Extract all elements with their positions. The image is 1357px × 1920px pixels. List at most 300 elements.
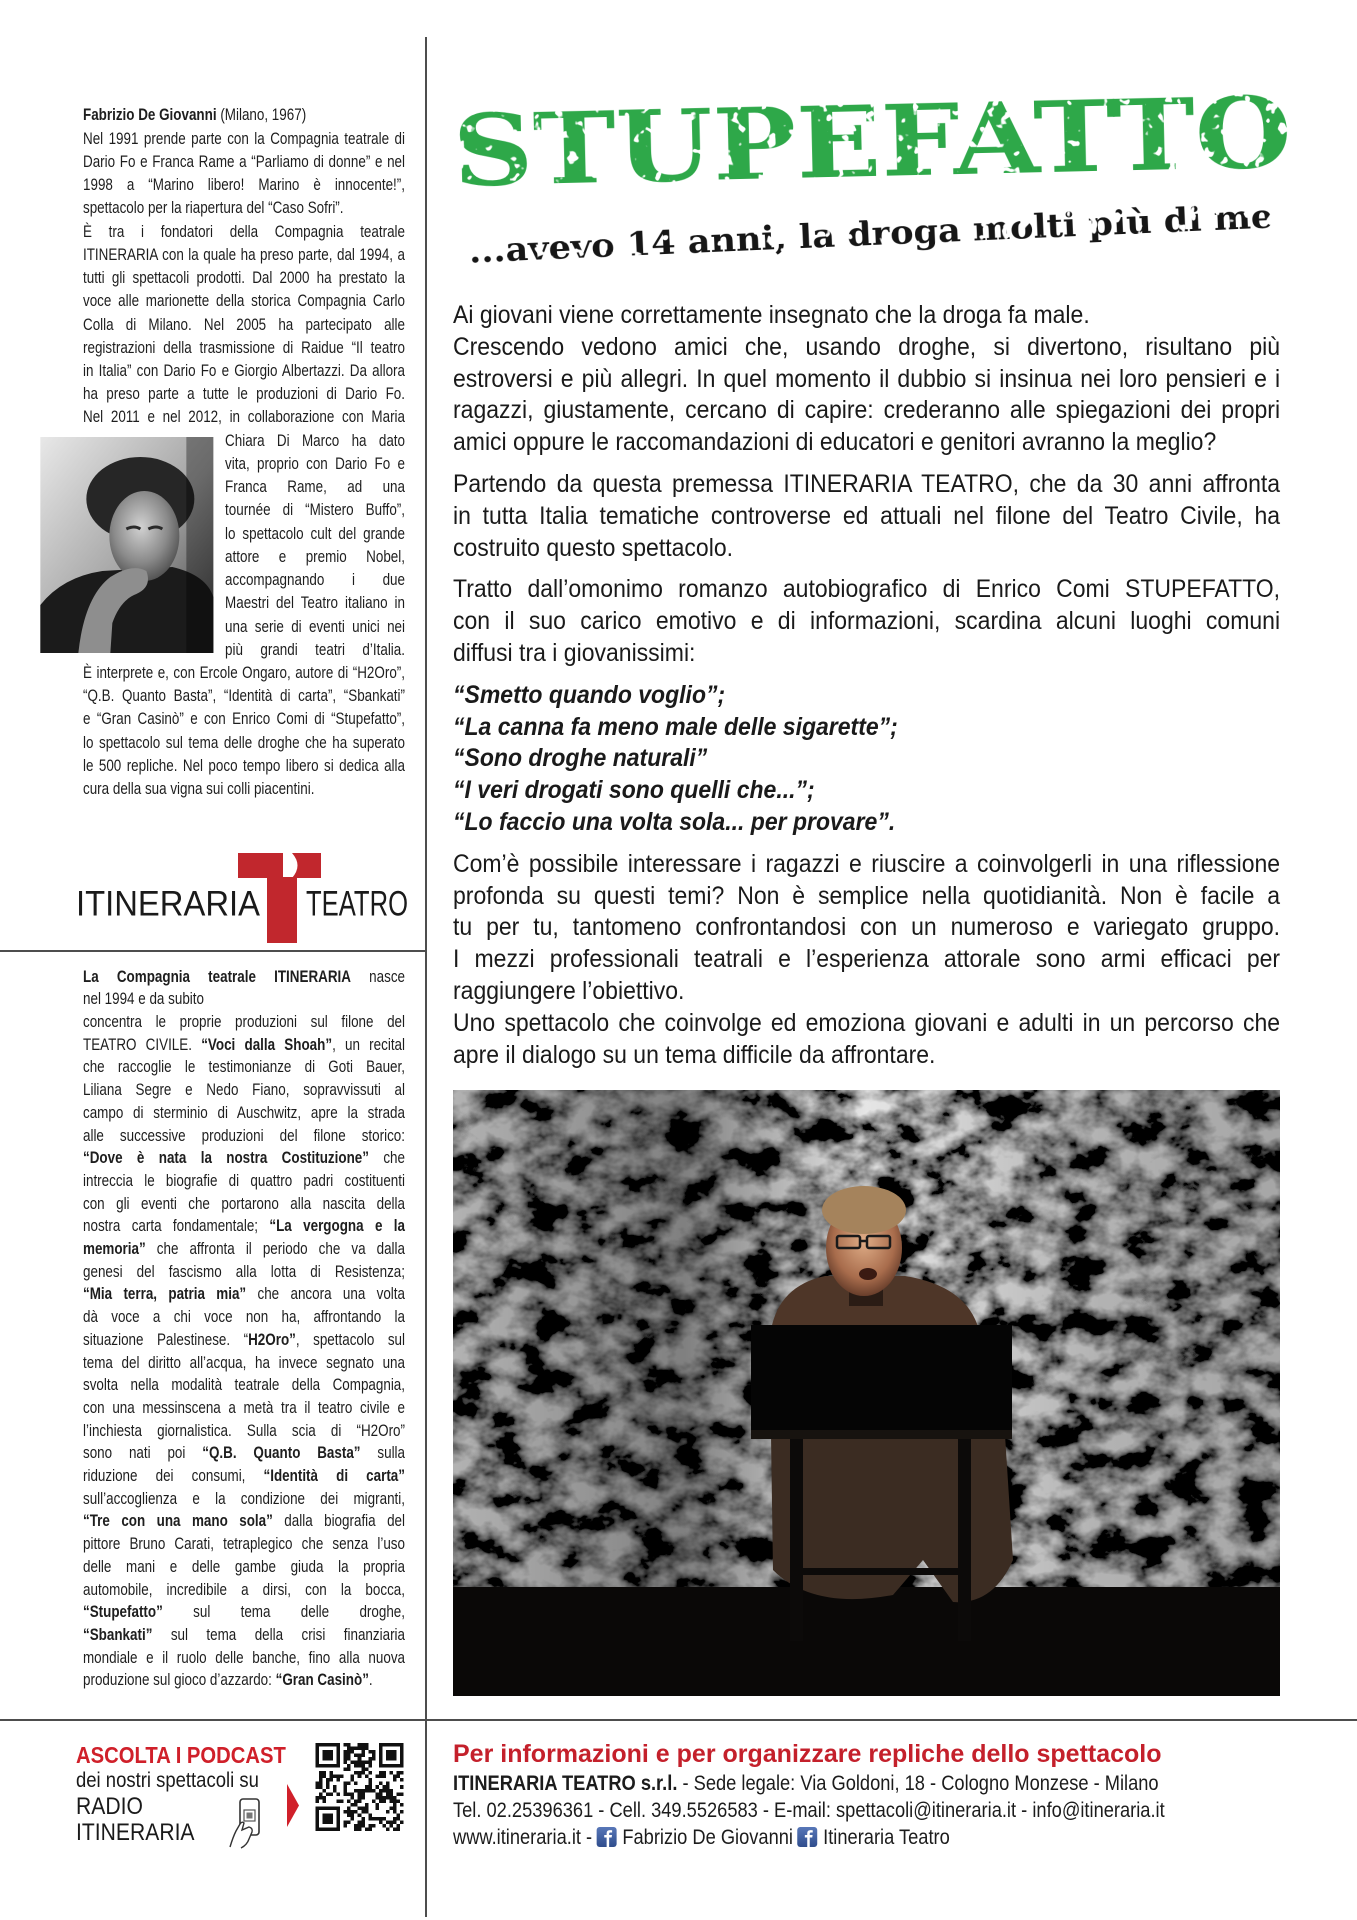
- bold-text: “Dove è nata la nostra Costituzione”: [83, 1148, 369, 1168]
- text-line: [453, 944, 1280, 976]
- qr-module: [319, 1771, 323, 1775]
- qr-module: [337, 1792, 341, 1796]
- qr-module: [358, 1806, 362, 1810]
- qr-module: [354, 1824, 358, 1828]
- text-line: [83, 1329, 405, 1352]
- text-line: [453, 881, 1280, 913]
- qr-module: [375, 1792, 379, 1796]
- text-line: [453, 849, 1280, 881]
- stage-photo: [453, 1090, 1280, 1696]
- text-line: [83, 289, 405, 312]
- qr-module: [372, 1817, 376, 1821]
- logo-mark-apostrophe: [292, 853, 321, 878]
- text: più grandi teatri d’Italia.: [225, 639, 405, 659]
- text-line: [453, 364, 1280, 396]
- text: voce alle marionette della storica Compagnia Carlo: [83, 291, 405, 311]
- qr-module: [396, 1775, 400, 1779]
- text-line: [453, 533, 1280, 565]
- qr-module: [330, 1775, 334, 1779]
- qr-module: [382, 1771, 386, 1775]
- qr-module: [358, 1764, 362, 1768]
- qr-module: [337, 1799, 341, 1803]
- text-line: [453, 775, 1280, 807]
- text-line: [83, 173, 405, 196]
- qr-module: [361, 1792, 365, 1796]
- qr-module: [340, 1799, 344, 1803]
- qr-module: [368, 1813, 372, 1817]
- qr-module: [347, 1806, 351, 1810]
- qr-module: [347, 1820, 351, 1824]
- bold-text: H2Oro”: [248, 1329, 296, 1349]
- qr-module: [400, 1792, 404, 1796]
- qr-module: [361, 1754, 365, 1758]
- text: sul tema della crisi finanziaria: [152, 1624, 405, 1644]
- text: apre il dialogo su un tema difficile da affrontare.: [453, 1040, 936, 1069]
- qr-module: [400, 1785, 404, 1789]
- separator: -: [586, 1824, 593, 1849]
- qr-module: [365, 1785, 369, 1789]
- bold-text: “Identità di carta”: [263, 1466, 405, 1486]
- facebook-icon: [797, 1827, 817, 1847]
- text: “Q.B. Quanto Basta”, “Identità di carta”, “Sbankati”: [83, 686, 405, 706]
- qr-module: [375, 1806, 379, 1810]
- text: TEATRO CIVILE.: [83, 1034, 202, 1054]
- text: Colla di Milano. Nel 2005 ha partecipato alle: [83, 314, 405, 334]
- qr-module: [375, 1796, 379, 1800]
- qr-module: [319, 1796, 323, 1800]
- text-line: [453, 912, 1280, 944]
- text-line: [83, 1125, 405, 1148]
- text: Dario Fo e Franca Rame a “Parliamo di donne” e nel: [83, 151, 405, 171]
- text: tema del diritto all’acqua, ha invece segnato una: [83, 1352, 405, 1372]
- text: vita, proprio con Dario Fo e: [225, 453, 405, 473]
- company-address: - Sede legale: Via Goldoni, 18 - Cologno Monzese - Milano: [682, 1770, 1159, 1795]
- text: “Sono droghe naturali”: [453, 744, 708, 773]
- qr-module: [344, 1785, 348, 1789]
- text-line: [83, 1261, 405, 1284]
- actor-portrait: [40, 437, 213, 653]
- qr-module: [351, 1813, 355, 1817]
- text: svolta nella modalità teatrale della Compagnia,: [83, 1375, 405, 1395]
- qr-module: [400, 1803, 404, 1807]
- qr-module: [361, 1771, 365, 1775]
- qr-module: [396, 1827, 400, 1831]
- qr-module: [379, 1796, 383, 1800]
- text-line: [83, 1420, 405, 1443]
- qr-module: [375, 1775, 379, 1779]
- text: estroversi e più allegri. In quel momento il dubbio si insinua nei loro pensieri e i: [453, 364, 1281, 393]
- qr-module: [358, 1754, 362, 1758]
- text: dà voce a chi voce non ha, affrontando la: [83, 1307, 405, 1327]
- text-line: [83, 988, 405, 1011]
- text: sono nati poi: [83, 1443, 203, 1463]
- qr-module: [372, 1757, 376, 1761]
- qr-module: [358, 1775, 362, 1779]
- text-line: [453, 501, 1280, 533]
- qr-module: [319, 1778, 323, 1782]
- contact-details: [453, 1770, 1218, 1851]
- text-line: [83, 1374, 405, 1397]
- text: nel 1994 e da subito: [83, 989, 204, 1009]
- paragraph: [83, 1011, 405, 1692]
- qr-module: [323, 1799, 327, 1803]
- qr-module: [361, 1820, 365, 1824]
- text-line: [83, 1238, 405, 1261]
- text: “La canna fa meno male delle sigarette”;: [453, 712, 898, 741]
- qr-module: [358, 1761, 362, 1765]
- qr-module: [379, 1820, 383, 1824]
- paragraph: [453, 1008, 1280, 1072]
- text: lo spettacolo cult del grande: [225, 523, 405, 543]
- qr-module: [389, 1792, 393, 1796]
- qr-module: [351, 1761, 355, 1765]
- text-line: [453, 395, 1280, 427]
- text: ha preso parte a tutte le produzioni di Dario Fo.: [83, 384, 405, 404]
- text: nostra carta fondamentale;: [83, 1216, 270, 1236]
- qr-module: [316, 1799, 320, 1803]
- qr-module: [365, 1827, 369, 1831]
- text-line: [83, 1056, 405, 1079]
- text: e “Gran Casinò” e con Enrico Comi di “Stupefatto”,: [83, 709, 405, 729]
- novel-paragraph: [453, 574, 1280, 669]
- text: produzione sul gioco d’azzardo:: [83, 1670, 276, 1690]
- text: alle successive produzioni del filone storico:: [83, 1125, 405, 1145]
- bold-text: “Voci dalla Shoah”: [201, 1034, 333, 1054]
- bold-text: “La vergogna e la: [269, 1216, 405, 1236]
- qr-module: [393, 1806, 397, 1810]
- article-body: [453, 300, 1280, 1071]
- text: sul tema delle droghe,: [162, 1602, 405, 1622]
- text: lo spettacolo sul tema delle droghe che ha superato: [83, 732, 405, 752]
- qr-module: [393, 1820, 397, 1824]
- qr-module: [344, 1792, 348, 1796]
- qr-module: [358, 1796, 362, 1800]
- qr-module: [368, 1771, 372, 1775]
- text-line: [83, 1034, 405, 1057]
- paragraph: [453, 743, 1280, 775]
- qr-module: [347, 1799, 351, 1803]
- qr-module: [323, 1789, 327, 1793]
- paragraph: [453, 807, 1280, 839]
- qr-module: [354, 1789, 358, 1793]
- qr-module: [365, 1747, 369, 1751]
- text: .: [368, 1670, 373, 1690]
- text: l’inchiesta giornalistica. Sulla scia di “H2Oro”: [83, 1420, 405, 1440]
- left-section-divider: [0, 950, 426, 952]
- portrait-face: [109, 491, 179, 581]
- qr-module: [393, 1775, 397, 1779]
- text: pittore Bruno Carati, tetraplegico che senza l’uso: [83, 1534, 405, 1554]
- paragraph: [453, 332, 1280, 459]
- text: costruito questo spettacolo.: [453, 533, 734, 562]
- text: Liliana Segre e Nedo Fiano, sopravvissuti al: [83, 1080, 405, 1100]
- qr-module: [330, 1792, 334, 1796]
- qr-module: [386, 1796, 390, 1800]
- qr-module: [347, 1757, 351, 1761]
- qr-module: [326, 1782, 330, 1786]
- text: Crescendo vedono amici che, usando droghe, si divertono, risultano più: [453, 332, 1281, 361]
- qr-module: [375, 1785, 379, 1789]
- phone-qr-scan-icon: [227, 1797, 263, 1849]
- qr-module: [323, 1775, 327, 1779]
- qr-module: [382, 1789, 386, 1793]
- qr-module: [319, 1782, 323, 1786]
- text: dalla biografia del: [272, 1511, 405, 1531]
- qr-module: [358, 1757, 362, 1761]
- text-line: [83, 313, 405, 336]
- text: concentra le proprie produzioni sul filone del: [83, 1012, 405, 1031]
- qr-module: [344, 1750, 348, 1754]
- text: spettacolo per la riapertura del “Caso Sofri”.: [83, 198, 344, 218]
- text-line: [83, 150, 405, 173]
- qr-module: [347, 1813, 351, 1817]
- qr-module: [326, 1785, 330, 1789]
- qr-module: [379, 1775, 383, 1779]
- portrait-image: [40, 437, 213, 653]
- qr-module: [365, 1761, 369, 1765]
- text-line: [83, 1669, 405, 1692]
- text-line: [83, 1488, 405, 1511]
- qr-module: [386, 1782, 390, 1786]
- qr-module: [386, 1792, 390, 1796]
- radio-name-line-1: RADIO: [76, 1793, 143, 1820]
- text-line: [453, 469, 1280, 501]
- qr-module: [337, 1778, 341, 1782]
- text: automobile, incredibile a dirsi, con la bocca,: [83, 1579, 405, 1599]
- text-line: [83, 243, 405, 266]
- text: Ai giovani viene correttamente insegnato che la droga fa male.: [453, 301, 1090, 329]
- text-line: [83, 127, 405, 150]
- text: nasce: [350, 966, 406, 986]
- qr-module: [361, 1764, 365, 1768]
- qr-module: [354, 1803, 358, 1807]
- qr-module: [368, 1750, 372, 1754]
- qr-module: [354, 1799, 358, 1803]
- qr-module: [368, 1757, 372, 1761]
- text-line: [453, 606, 1280, 638]
- text: situazione Palestinese. “: [83, 1329, 249, 1349]
- text: riduzione dei consumi,: [83, 1466, 264, 1486]
- email-link-secondary[interactable]: info@itineraria.it: [1032, 1797, 1165, 1822]
- qr-module: [379, 1782, 383, 1786]
- facebook-link-company[interactable]: Itineraria Teatro: [823, 1824, 950, 1849]
- qr-module: [340, 1775, 344, 1779]
- text: genesi del fascismo alla lotta di Resistenza;: [83, 1261, 405, 1281]
- qr-module: [351, 1796, 355, 1800]
- text-line: [453, 1008, 1280, 1040]
- text-line: [83, 1624, 405, 1647]
- qr-module: [351, 1803, 355, 1807]
- text: tu per tu, tantomeno confrontandosi con un numeroso e variegato gruppo.: [453, 913, 1281, 942]
- qr-module: [382, 1824, 386, 1828]
- qr-module: [386, 1810, 390, 1814]
- qr-module: [393, 1799, 397, 1803]
- qr-module: [396, 1799, 400, 1803]
- contact-heading: Per informazioni e per organizzare repliche dello spettacolo: [453, 1740, 1162, 1768]
- qr-module: [400, 1820, 404, 1824]
- bold-text: “Sbankati”: [83, 1624, 153, 1644]
- text: amici oppure le raccomandazioni di educatori e genitori avranno la meglio?: [453, 428, 1217, 457]
- qr-module: [368, 1827, 372, 1831]
- qr-module: [347, 1754, 351, 1758]
- text-line: [453, 574, 1280, 606]
- qr-module: [347, 1782, 351, 1786]
- closing-paragraph: [453, 849, 1280, 1072]
- qr-module: [386, 1820, 390, 1824]
- text: profonda su questi temi? Non è semplice nella quotidianità. Non è facile a: [453, 881, 1281, 910]
- text-line: [83, 1352, 405, 1375]
- qr-module: [365, 1803, 369, 1807]
- qr-module: [368, 1764, 372, 1768]
- text: È tra i fondatori della Compagnia teatrale: [83, 221, 405, 241]
- text-line: [83, 1397, 405, 1420]
- qr-module: [358, 1820, 362, 1824]
- qr-module: [365, 1810, 369, 1814]
- text: campo di sterminio di Auschwitz, apre la strada: [83, 1102, 405, 1122]
- paragraph: [83, 127, 405, 220]
- text: in tutta Italia tematiche controverse ed attuali nel filone del Teatro Civile, ha: [453, 501, 1281, 530]
- qr-module: [344, 1754, 348, 1758]
- text-line: [83, 1579, 405, 1602]
- text: che: [368, 1148, 405, 1168]
- qr-module: [316, 1782, 320, 1786]
- qr-module: [319, 1775, 323, 1779]
- text-line: [83, 1601, 405, 1624]
- phone-numbers: Tel. 02.25396361 - Cell. 349.5526583 - E-mail:: [453, 1797, 831, 1822]
- qr-module: [372, 1750, 376, 1754]
- text-line: [83, 1147, 405, 1170]
- text: con gli eventi che portarono alla nascita della: [83, 1193, 405, 1213]
- qr-module: [316, 1796, 320, 1800]
- intro-paragraph: [453, 300, 1280, 459]
- qr-module: [400, 1778, 404, 1782]
- qr-module: [326, 1778, 330, 1782]
- facebook-link-actor[interactable]: Fabrizio De Giovanni: [622, 1824, 793, 1849]
- paragraph: [453, 469, 1280, 564]
- podcast-subheading: dei nostri spettacoli su: [76, 1769, 259, 1792]
- separator: -: [1021, 1797, 1028, 1822]
- bold-text: La Compagnia teatrale ITINERARIA: [83, 966, 351, 986]
- text: accompagnando i due: [225, 570, 405, 590]
- premise-paragraph: [453, 469, 1280, 564]
- text-line: [453, 638, 1280, 670]
- subtitle-text: ...avevo 14 anni, la droga molti più di me: [468, 198, 1227, 271]
- text: tournée di “Mistero Buffo”,: [225, 500, 405, 520]
- text-line: [83, 196, 405, 219]
- qr-module: [344, 1789, 348, 1793]
- text: intreccia le biografie di quattro padri costituenti: [83, 1170, 405, 1190]
- qr-module: [368, 1824, 372, 1828]
- email-link-primary[interactable]: spettacoli@itineraria.it: [836, 1797, 1017, 1822]
- text: ITINERARIA con la quale ha preso parte, dal 1994, a: [83, 244, 405, 264]
- qr-module: [347, 1792, 351, 1796]
- qr-module: [396, 1792, 400, 1796]
- qr-module: [323, 1796, 327, 1800]
- qr-module: [386, 1785, 390, 1789]
- qr-module: [368, 1785, 372, 1789]
- qr-code: [315, 1743, 404, 1831]
- text-line: [83, 1193, 405, 1216]
- qr-module: [389, 1824, 393, 1828]
- qr-module: [368, 1817, 372, 1821]
- qr-module: [361, 1743, 365, 1747]
- qr-module: [361, 1796, 365, 1800]
- qr-module: [368, 1789, 372, 1793]
- bold-text: “Tre con una mano sola”: [83, 1511, 273, 1531]
- qr-module: [351, 1778, 355, 1782]
- text-line: [83, 1170, 405, 1193]
- website-link[interactable]: www.itineraria.it: [453, 1824, 581, 1849]
- qr-module: [375, 1803, 379, 1807]
- qr-module: [330, 1771, 334, 1775]
- qr-module: [344, 1768, 348, 1772]
- text: le 500 repliche. Nel poco tempo libero si dedica alla: [83, 755, 405, 775]
- qr-module: [382, 1775, 386, 1779]
- qr-module: [382, 1796, 386, 1800]
- text-line: [83, 1079, 405, 1102]
- text: “Smetto quando voglio”;: [453, 680, 726, 709]
- text-line: [83, 1011, 405, 1034]
- text: con il suo carico emotivo e di informazioni, scardina alcuni luoghi comuni: [453, 607, 1281, 636]
- text-line: [83, 1102, 405, 1125]
- qr-module: [393, 1803, 397, 1807]
- qr-module: [361, 1789, 365, 1793]
- text: Nel 2011 e nel 2012, in collaborazione con Maria: [83, 407, 405, 427]
- text-line: [83, 220, 405, 243]
- qr-module: [358, 1743, 362, 1747]
- qr-module: [333, 1785, 337, 1789]
- qr-module: [358, 1813, 362, 1817]
- qr-module: [361, 1768, 365, 1772]
- common-beliefs-quotes: [453, 680, 1280, 839]
- text: “I veri drogati sono quelli che...”;: [453, 776, 815, 805]
- text: diffusi tra i giovanissimi:: [453, 638, 696, 667]
- text-line: [83, 1215, 405, 1238]
- qr-module: [361, 1817, 365, 1821]
- qr-module: [347, 1750, 351, 1754]
- stage-photo-image: [453, 1090, 1280, 1696]
- logo-mark-stem: [267, 877, 297, 943]
- qr-module: [358, 1792, 362, 1796]
- qr-module: [396, 1824, 400, 1828]
- text: Chiara Di Marco ha dato: [225, 430, 405, 450]
- qr-module: [372, 1824, 376, 1828]
- qr-module: [326, 1792, 330, 1796]
- qr-module: [337, 1775, 341, 1779]
- text-line: [83, 1442, 405, 1465]
- contacts-line: [453, 1797, 1218, 1824]
- qr-module: [396, 1813, 400, 1817]
- qr-module: [354, 1764, 358, 1768]
- qr-module: [382, 1799, 386, 1803]
- text-line: [83, 266, 405, 289]
- qr-module: [382, 1817, 386, 1821]
- text-line: [453, 427, 1280, 459]
- text: tutti gli spettacoli prodotti. Dal 2000 ha prestato la: [83, 268, 405, 288]
- text: con una messinscena a metà tra il teatro civile e: [83, 1397, 405, 1417]
- paragraph: [83, 103, 405, 126]
- text: Com’è possibile interessare i ragazzi e riuscire a coinvolgerli in una riflessione: [453, 849, 1281, 878]
- text-line: [453, 332, 1280, 364]
- text-line: [453, 1040, 1280, 1072]
- logo-word-right: TEATRO: [306, 884, 408, 924]
- qr-module: [333, 1775, 337, 1779]
- stage-floor: [453, 1587, 1280, 1696]
- itineraria-teatro-logo: [0, 840, 426, 948]
- qr-module: [361, 1824, 365, 1828]
- qr-module: [400, 1810, 404, 1814]
- qr-module: [372, 1789, 376, 1793]
